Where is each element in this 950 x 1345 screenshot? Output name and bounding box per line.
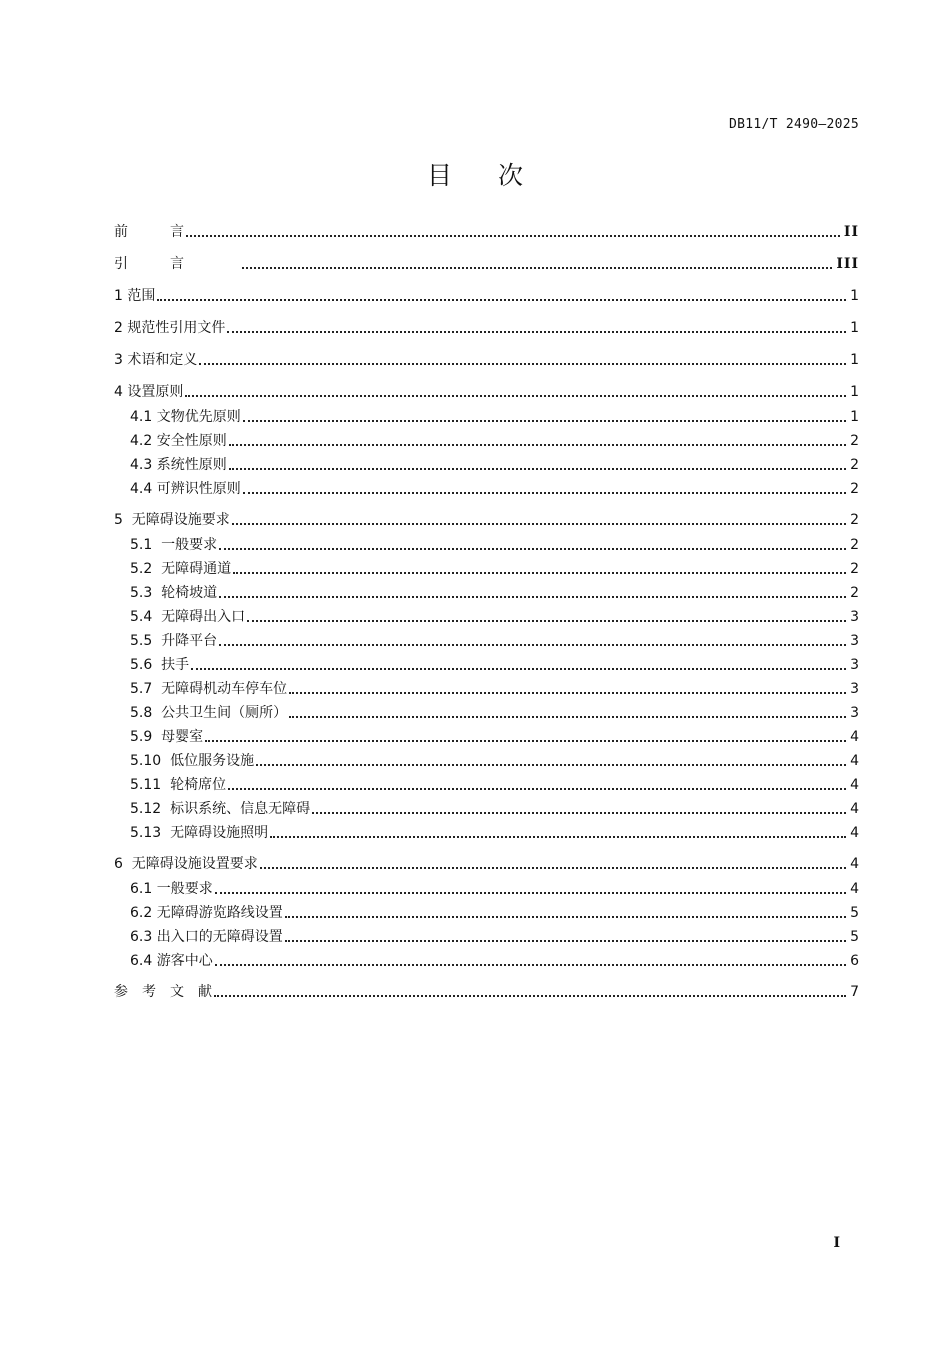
toc-entry-label: 4.4 可辨识性原则	[130, 481, 241, 497]
dot-leader	[243, 492, 846, 494]
toc-entry-bibliography[interactable]	[114, 979, 859, 1001]
toc-entry-foreword[interactable]	[114, 219, 859, 241]
toc-entry-2[interactable]	[114, 315, 859, 337]
toc-entry-page: 5	[850, 929, 859, 945]
toc-entry-label: 5.2 无障碍通道	[130, 561, 232, 577]
dot-leader	[215, 964, 846, 966]
toc-entry-label: 5.1 一般要求	[130, 537, 218, 553]
toc-entry-page: 4	[850, 801, 859, 817]
toc-entry-page: III	[836, 256, 859, 272]
dot-leader	[186, 235, 840, 237]
toc-entry-label: 5.10 低位服务设施	[130, 753, 255, 769]
toc-entry-label: 5.5 升降平台	[130, 633, 218, 649]
dot-leader	[215, 892, 846, 894]
dot-leader	[214, 995, 846, 997]
toc-entry-label: 1 范围	[114, 288, 156, 304]
toc-entry-page: 4	[850, 881, 859, 897]
dot-leader	[227, 331, 846, 333]
dot-leader	[285, 916, 846, 918]
toc-entry-5-6[interactable]	[130, 652, 859, 674]
toc-entry-page: 5	[850, 905, 859, 921]
dot-leader	[242, 267, 832, 269]
dot-leader	[270, 836, 846, 838]
toc-entry-label: 2 规范性引用文件	[114, 320, 226, 336]
toc-entry-page: 2	[850, 433, 859, 449]
toc-entry-label: 5 无障碍设施要求	[114, 512, 230, 528]
toc-entry-label: 6.2 无障碍游览路线设置	[130, 905, 283, 921]
dot-leader	[232, 523, 846, 525]
dot-leader	[285, 940, 846, 942]
dot-leader	[289, 692, 846, 694]
toc-entry-label: 5.8 公共卫生间（厕所）	[130, 705, 288, 721]
toc-entry-introduction[interactable]	[114, 251, 859, 273]
dot-leader	[205, 740, 846, 742]
toc-entry-4-4[interactable]	[130, 476, 859, 498]
toc-entry-label: 前 言	[114, 224, 184, 240]
toc-entry-label: 4 设置原则	[114, 384, 184, 400]
toc-entry-label: 5.12 标识系统、信息无障碍	[130, 801, 311, 817]
page-number: I	[833, 1235, 840, 1251]
toc-entry-page: 2	[850, 561, 859, 577]
toc-entry-label: 6 无障碍设施设置要求	[114, 856, 258, 872]
toc-entry-label: 6.4 游客中心	[130, 953, 213, 969]
toc-entry-page: 3	[850, 609, 859, 625]
toc-entry-page: 1	[850, 409, 859, 425]
toc-entry-page: 3	[850, 633, 859, 649]
toc-entry-label: 5.13 无障碍设施照明	[130, 825, 269, 841]
dot-leader	[233, 572, 846, 574]
toc-entry-5-4[interactable]	[130, 604, 859, 626]
toc-entry-4-3[interactable]	[130, 452, 859, 474]
toc-entry-1[interactable]	[114, 283, 859, 305]
toc-entry-5[interactable]	[114, 507, 859, 529]
dot-leader	[199, 363, 846, 365]
toc-entry-5-1[interactable]	[130, 532, 859, 554]
toc-entry-page: 2	[850, 585, 859, 601]
document-code: DB11/T 2490—2025	[728, 117, 859, 132]
dot-leader	[157, 299, 846, 301]
toc-entry-label: 4.3 系统性原则	[130, 457, 227, 473]
toc-entry-5-3[interactable]	[130, 580, 859, 602]
toc-entry-5-2[interactable]	[130, 556, 859, 578]
dot-leader	[219, 644, 846, 646]
dot-leader	[260, 867, 846, 869]
dot-leader	[191, 668, 846, 670]
toc-entry-page: 2	[850, 512, 859, 528]
dot-leader	[243, 420, 846, 422]
dot-leader	[219, 548, 846, 550]
dot-leader	[229, 468, 846, 470]
dot-leader	[312, 812, 846, 814]
toc-entry-5-11[interactable]	[130, 772, 859, 794]
dot-leader	[228, 788, 846, 790]
toc-entry-page: 6	[850, 953, 859, 969]
toc-entry-page: 1	[850, 384, 859, 400]
toc-entry-4-2[interactable]	[130, 428, 859, 450]
toc-entry-page: 4	[850, 777, 859, 793]
toc-entry-label: 引 言	[114, 256, 184, 272]
page-title: 目次	[426, 161, 569, 190]
toc-entry-6-3[interactable]	[130, 924, 859, 946]
toc-entry-page: 1	[850, 352, 859, 368]
toc-entry-page: 4	[850, 729, 859, 745]
toc-entry-6[interactable]	[114, 851, 859, 873]
dot-leader	[219, 596, 846, 598]
toc-entry-3[interactable]	[114, 347, 859, 369]
toc-entry-page: 2	[850, 537, 859, 553]
toc-entry-page: II	[843, 224, 859, 240]
toc-entry-page: 4	[850, 856, 859, 872]
toc-entry-label: 6.1 一般要求	[130, 881, 213, 897]
toc-entry-6-2[interactable]	[130, 900, 859, 922]
dot-leader	[247, 620, 846, 622]
dot-leader	[256, 764, 846, 766]
toc-entry-5-10[interactable]	[130, 748, 859, 770]
toc-entry-page: 7	[850, 984, 859, 1000]
toc-entry-page: 1	[850, 288, 859, 304]
toc-entry-page: 4	[850, 753, 859, 769]
dot-leader	[229, 444, 846, 446]
toc-entry-6-4[interactable]	[130, 948, 859, 970]
toc-entry-page: 3	[850, 657, 859, 673]
toc-entry-label: 4.2 安全性原则	[130, 433, 227, 449]
toc-entry-label: 6.3 出入口的无障碍设置	[130, 929, 283, 945]
toc-entry-page: 3	[850, 681, 859, 697]
toc-entry-5-8[interactable]	[130, 700, 859, 722]
toc-entry-page: 2	[850, 481, 859, 497]
table-of-contents	[114, 0, 859, 1345]
toc-entry-page: 4	[850, 825, 859, 841]
toc-entry-5-12[interactable]	[130, 796, 859, 818]
toc-entry-5-7[interactable]	[130, 676, 859, 698]
toc-entry-label: 4.1 文物优先原则	[130, 409, 241, 425]
toc-entry-page: 1	[850, 320, 859, 336]
toc-entry-label: 参 考 文 献	[114, 984, 212, 1000]
toc-entry-page: 3	[850, 705, 859, 721]
toc-entry-label: 5.6 扶手	[130, 657, 190, 673]
toc-entry-4-1[interactable]	[130, 404, 859, 426]
toc-entry-label: 5.7 无障碍机动车停车位	[130, 681, 288, 697]
toc-entry-label: 5.4 无障碍出入口	[130, 609, 246, 625]
toc-entry-6-1[interactable]	[130, 876, 859, 898]
toc-entry-page: 2	[850, 457, 859, 473]
toc-entry-label: 5.3 轮椅坡道	[130, 585, 218, 601]
dot-leader	[289, 716, 846, 718]
toc-entry-label: 5.11 轮椅席位	[130, 777, 227, 793]
toc-entry-4[interactable]	[114, 379, 859, 401]
toc-entry-5-9[interactable]	[130, 724, 859, 746]
toc-entry-5-13[interactable]	[130, 820, 859, 842]
dot-leader	[185, 395, 846, 397]
toc-entry-5-5[interactable]	[130, 628, 859, 650]
toc-entry-label: 3 术语和定义	[114, 352, 198, 368]
toc-entry-label: 5.9 母婴室	[130, 729, 204, 745]
